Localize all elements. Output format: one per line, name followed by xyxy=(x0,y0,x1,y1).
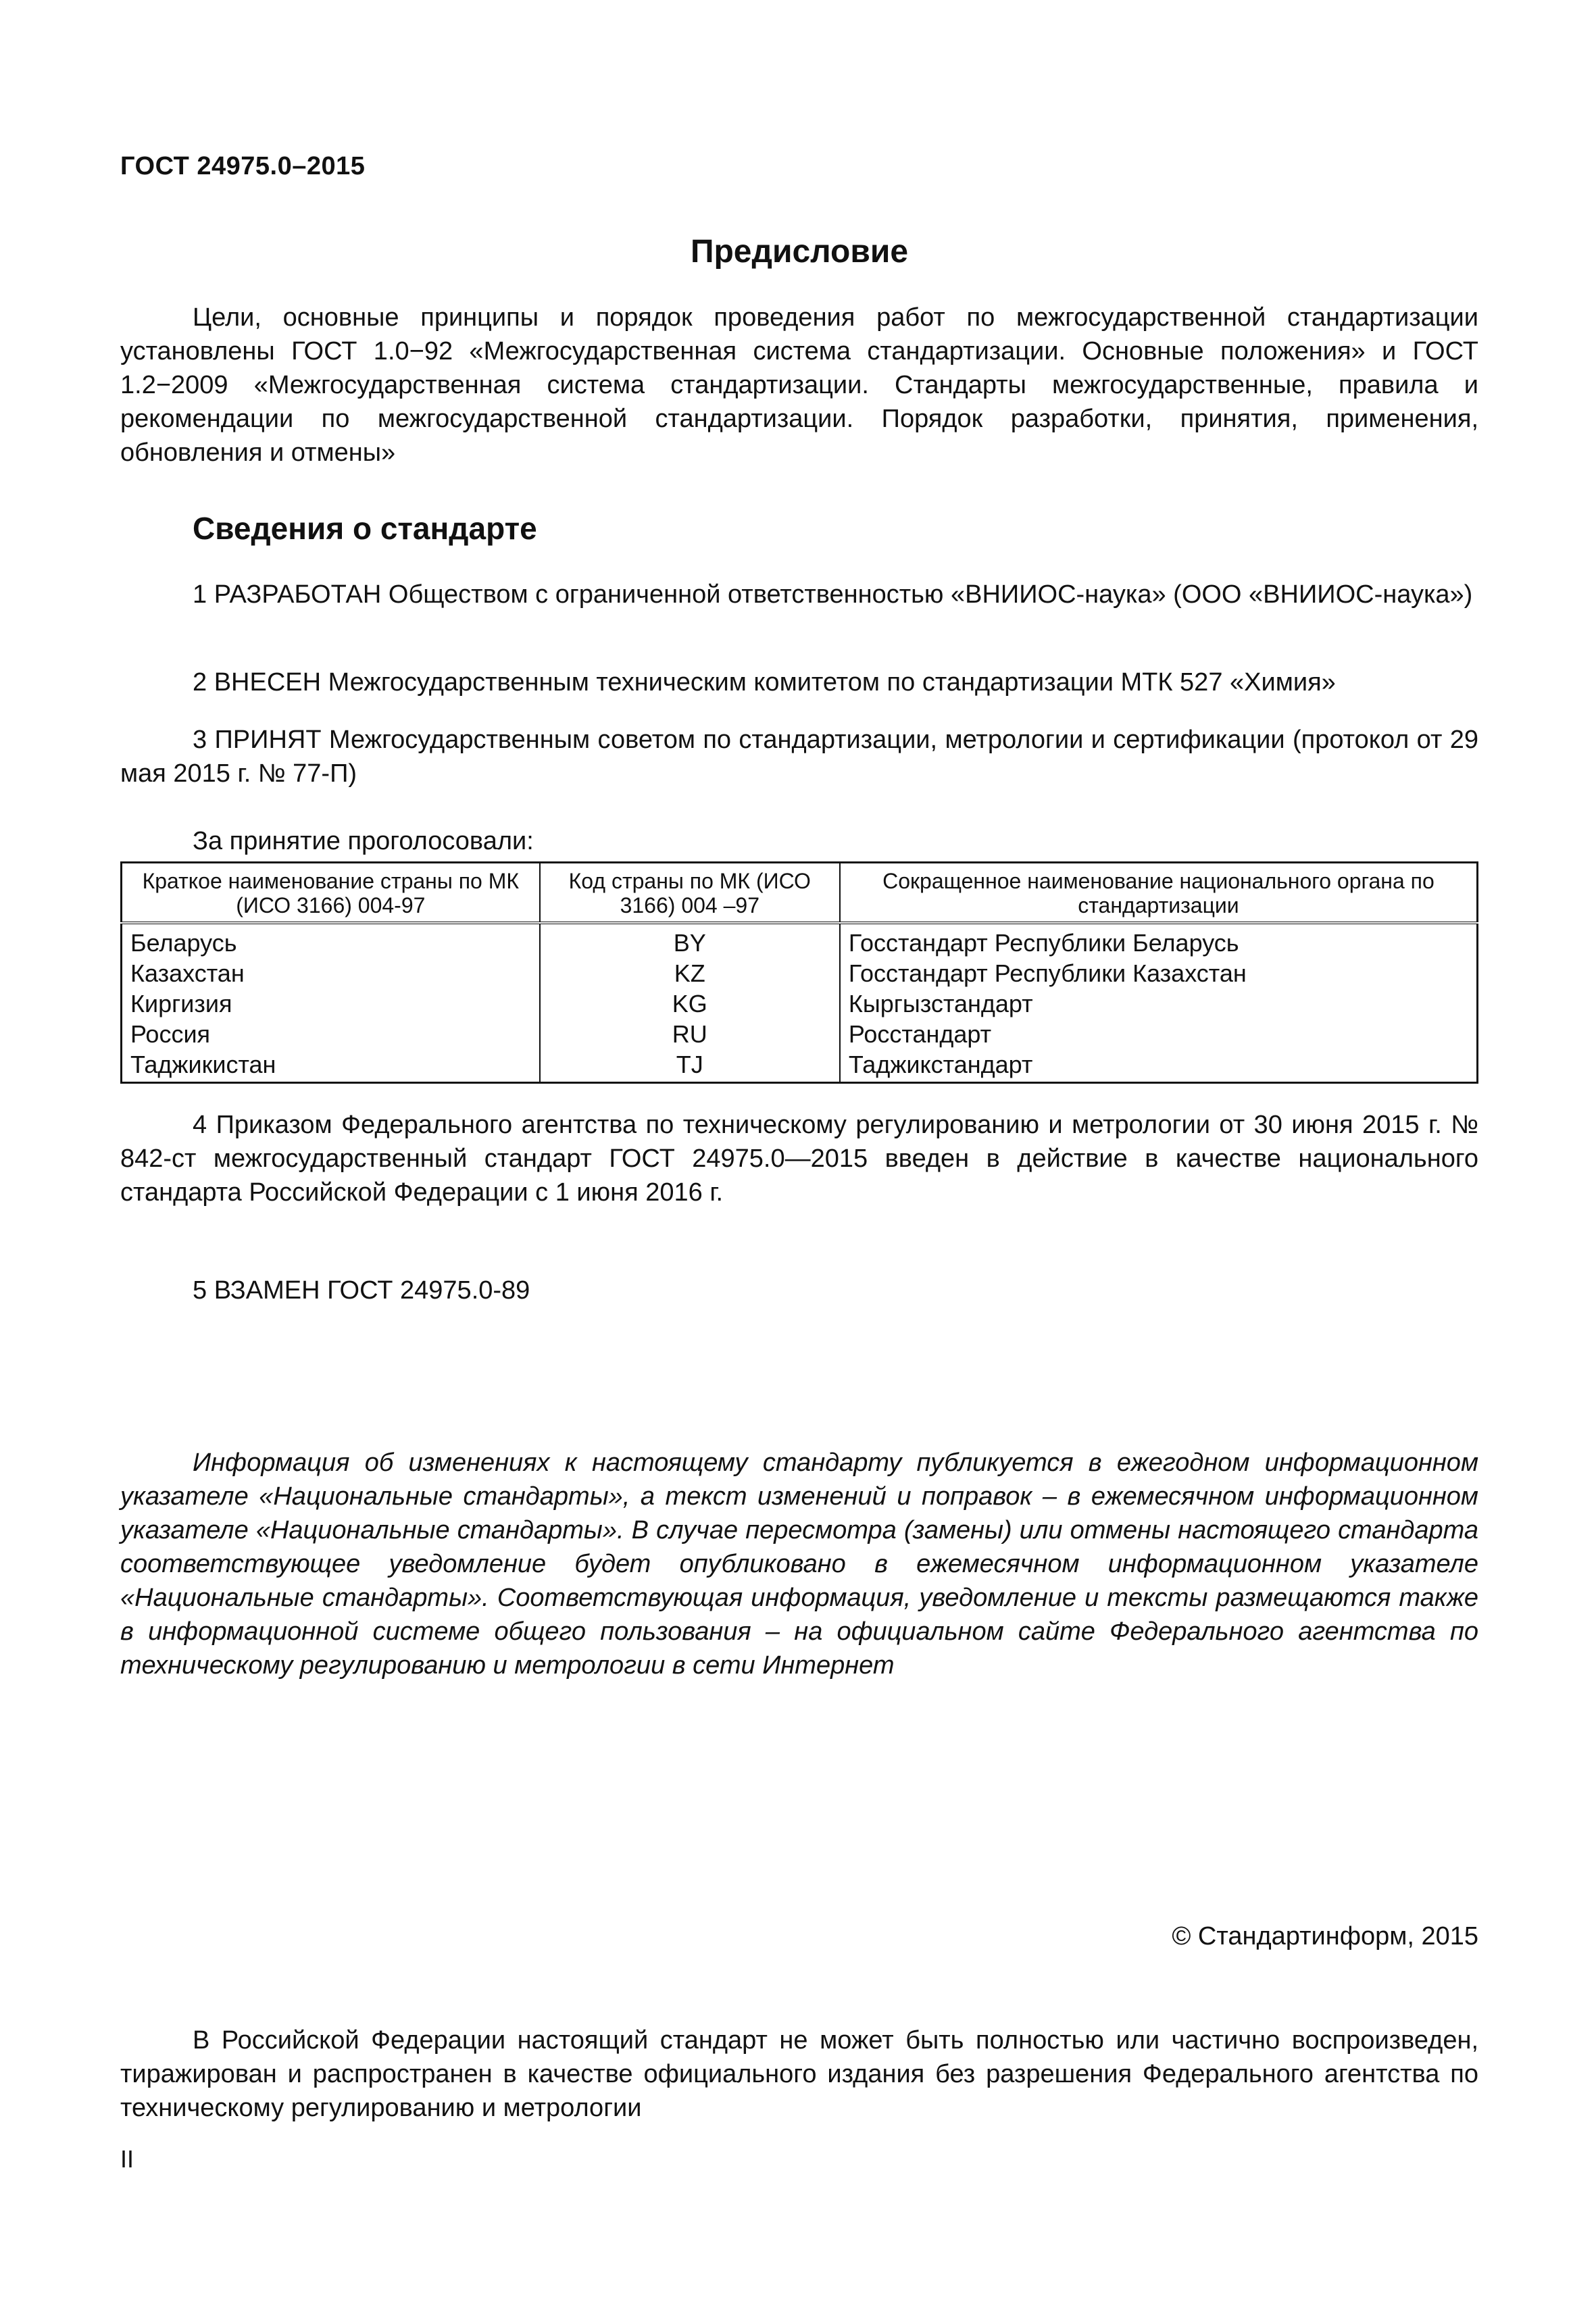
preface-title: Предисловие xyxy=(690,234,909,270)
national-body: Росстандарт xyxy=(840,1019,1478,1049)
country-code: KG xyxy=(540,988,840,1019)
table-row xyxy=(122,1019,1478,1049)
voted-intro: За принятие проголосовали: xyxy=(193,827,534,855)
info-item-4: 4 Приказом Федерального агентства по техническому регулированию и метрологии от 30 июня 2015 г. № 842-ст межгосударственный стандарт ГОСТ 24975.0—2015 введен в действие в качестве национального стандарта Российской Федерации с 1 июня 2016 г. xyxy=(120,1111,1478,1207)
national-body: Кыргызстандарт xyxy=(840,988,1478,1019)
country-code: RU xyxy=(540,1019,840,1049)
info-item-3: 3 ПРИНЯТ Межгосударственным советом по стандартизации, метрологии и сертификации (протокол от 29 мая 2015 г. № 77-П) xyxy=(120,726,1478,788)
document-code: ГОСТ 24975.0–2015 xyxy=(120,152,366,180)
table-header-row xyxy=(122,863,1478,924)
country-code: TJ xyxy=(540,1049,840,1083)
country-code: BY xyxy=(540,923,840,958)
info-item-1: 1 РАЗРАБОТАН Обществом с ограниченной ответственностью «ВНИИОС-наука» (ООО «ВНИИОС-наука») xyxy=(193,580,1473,609)
country-name: Россия xyxy=(122,1019,540,1049)
national-body: Таджикстандарт xyxy=(840,1049,1478,1083)
national-body: Госстандарт Республики Казахстан xyxy=(840,958,1478,988)
page-number: II xyxy=(120,2145,134,2173)
header-national-body: Сокращенное наименование национального органа по стандартизации xyxy=(840,863,1478,924)
country-name: Казахстан xyxy=(122,958,540,988)
national-body: Госстандарт Республики Беларусь xyxy=(840,923,1478,958)
standard-info-title: Сведения о стандарте xyxy=(193,511,537,546)
table-row xyxy=(122,958,1478,988)
info-item-5: 5 ВЗАМЕН ГОСТ 24975.0-89 xyxy=(193,1276,530,1305)
preface-paragraph: Цели, основные принципы и порядок проведения работ по межгосударственной стандартизации установлены ГОСТ 1.0−92 «Межгосударственная система стандартизации. Основные положения» и ГОСТ 1.2−2009 «Межгосударственная система стандартизации. Стандарты межгосударственные, правила и рекомендации по межгосударственной стандартизации. Порядок разработки, принятия, применения, обновления и отмены» xyxy=(120,303,1478,467)
country-name: Беларусь xyxy=(122,923,540,958)
country-name: Таджикистан xyxy=(122,1049,540,1083)
changes-notice: Информация об изменениях к настоящему стандарту публикуется в ежегодном информационном указателе «Национальные стандарты», а текст изменений и поправок – в ежемесячном информационном указателе «Национальные стандарты». В случае пересмотра (замены) или отмены настоящего стандарта соответствующее уведомление будет опубликовано в ежемесячном информационном указателе «Национальные стандарты». Соответствующая информация, уведомление и тексты размещаются также в информационной системе общего пользования – на официальном сайте Федерального агентства по техническому регулированию и метрологии в сети Интернет xyxy=(120,1449,1478,1680)
reproduction-rights: В Российской Федерации настоящий стандарт не может быть полностью или частично воспроизведен, тиражирован и распространен в качестве официального издания без разрешения Федерального агентства по техническому регулированию и метрологии xyxy=(120,2026,1478,2122)
country-code: KZ xyxy=(540,958,840,988)
header-country-code: Код страны по МК (ИСО 3166) 004 –97 xyxy=(540,863,840,924)
table-row xyxy=(122,1049,1478,1083)
table-row xyxy=(122,923,1478,958)
table-row xyxy=(122,988,1478,1019)
country-name: Киргизия xyxy=(122,988,540,1019)
info-item-2: 2 ВНЕСЕН Межгосударственным техническим комитетом по стандартизации МТК 527 «Химия» xyxy=(193,668,1336,697)
header-country-name: Краткое наименование страны по МК (ИСО 3166) 004-97 xyxy=(122,863,540,924)
copyright: © Стандартинформ, 2015 xyxy=(1172,1922,1478,1951)
voting-countries-table xyxy=(120,861,1478,1084)
